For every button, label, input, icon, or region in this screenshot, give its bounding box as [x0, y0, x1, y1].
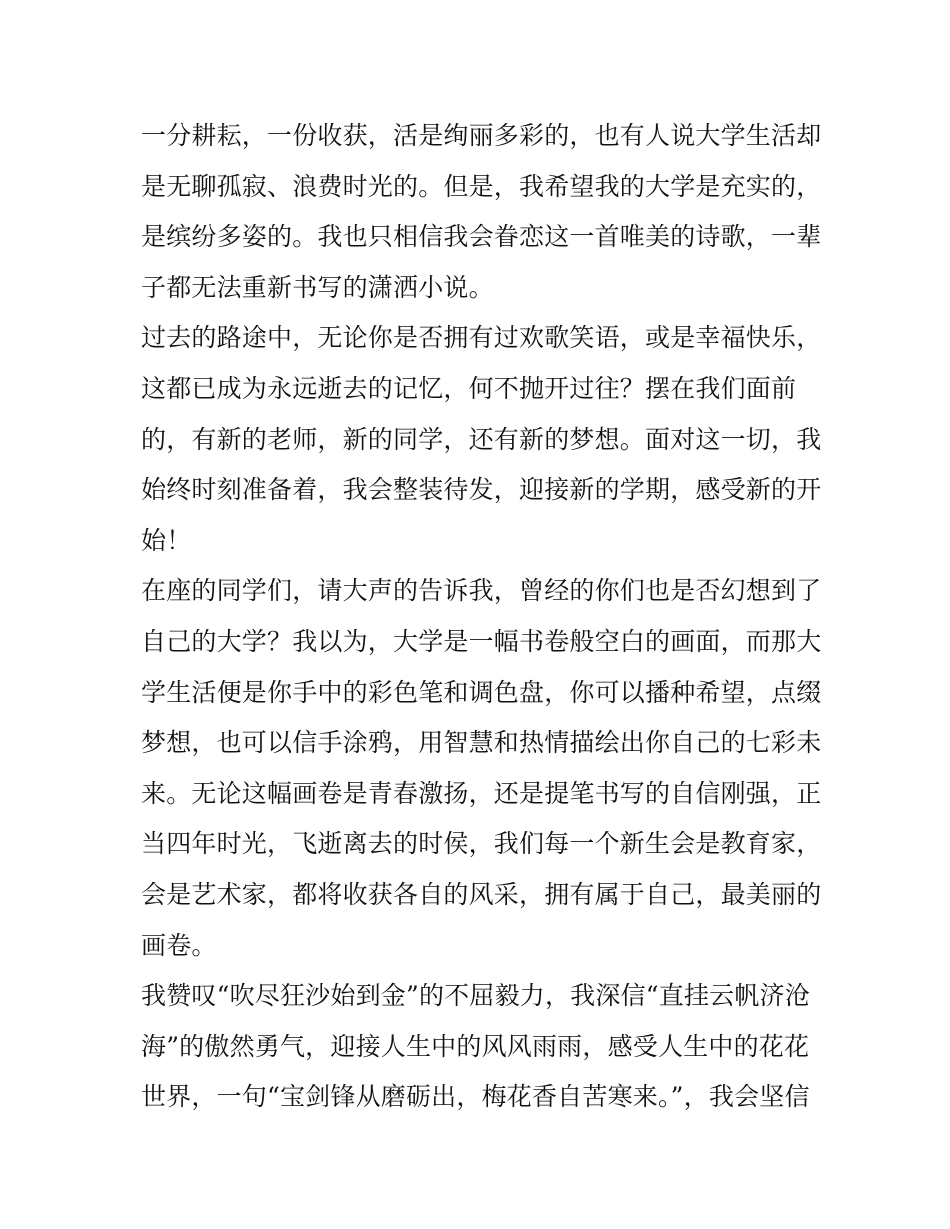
text-line: 当四年时光，飞逝离去的时侯，我们每一个新生会是教育家，: [141, 829, 822, 859]
text-line: 过去的路途中，无论你是否拥有过欢歌笑语，或是幸福快乐，: [141, 323, 822, 353]
text-line: 的，有新的老师，新的同学，还有新的梦想。面对这一切，我: [141, 424, 822, 454]
text-line: 始！: [141, 525, 192, 555]
text-line: 子都无法重新书写的潇洒小说。: [141, 272, 494, 302]
text-line: 梦想，也可以信手涂鸦，用智慧和热情描绘出你自己的七彩未: [141, 728, 822, 758]
text-line: 这都已成为永远逝去的记忆，何不抛开过往？摆在我们面前: [141, 373, 797, 403]
document-body: [141, 111, 821, 1123]
text-line: 会是艺术家，都将收获各自的风采，拥有属于自己，最美丽的: [141, 879, 822, 909]
text-line: 是缤纷多姿的。我也只相信我会眷恋这一首唯美的诗歌，一辈: [141, 222, 822, 252]
text-line: 我赞叹“吹尽狂沙始到金”的不屈毅力，我深信“直挂云帆济沧: [141, 981, 810, 1011]
text-line: 自己的大学？我以为，大学是一幅书卷般空白的画面，而那大: [141, 626, 822, 656]
text-line: 在座的同学们，请大声的告诉我，曾经的你们也是否幻想到了: [141, 576, 822, 606]
text-line: 海”的傲然勇气，迎接人生中的风风雨雨，感受人生中的花花: [141, 1031, 810, 1061]
text-line: 始终时刻准备着，我会整装待发，迎接新的学期，感受新的开: [141, 475, 822, 505]
text-line: 学生活便是你手中的彩色笔和调色盘，你可以播种希望，点缀: [141, 677, 822, 707]
text-line: 画卷。: [141, 930, 217, 960]
text-line: 世界，一句“宝剑锋从磨砺出，梅花香自苦寒来。”，我会坚信: [141, 1082, 810, 1112]
text-line: 来。无论这幅画卷是青春激扬，还是提笔书写的自信刚强，正: [141, 778, 822, 808]
text-line: 一分耕耘，一份收获，活是绚丽多彩的，也有人说大学生活却: [141, 121, 822, 150]
text-line: 是无聊孤寂、浪费时光的。但是，我希望我的大学是充实的，: [141, 171, 822, 201]
